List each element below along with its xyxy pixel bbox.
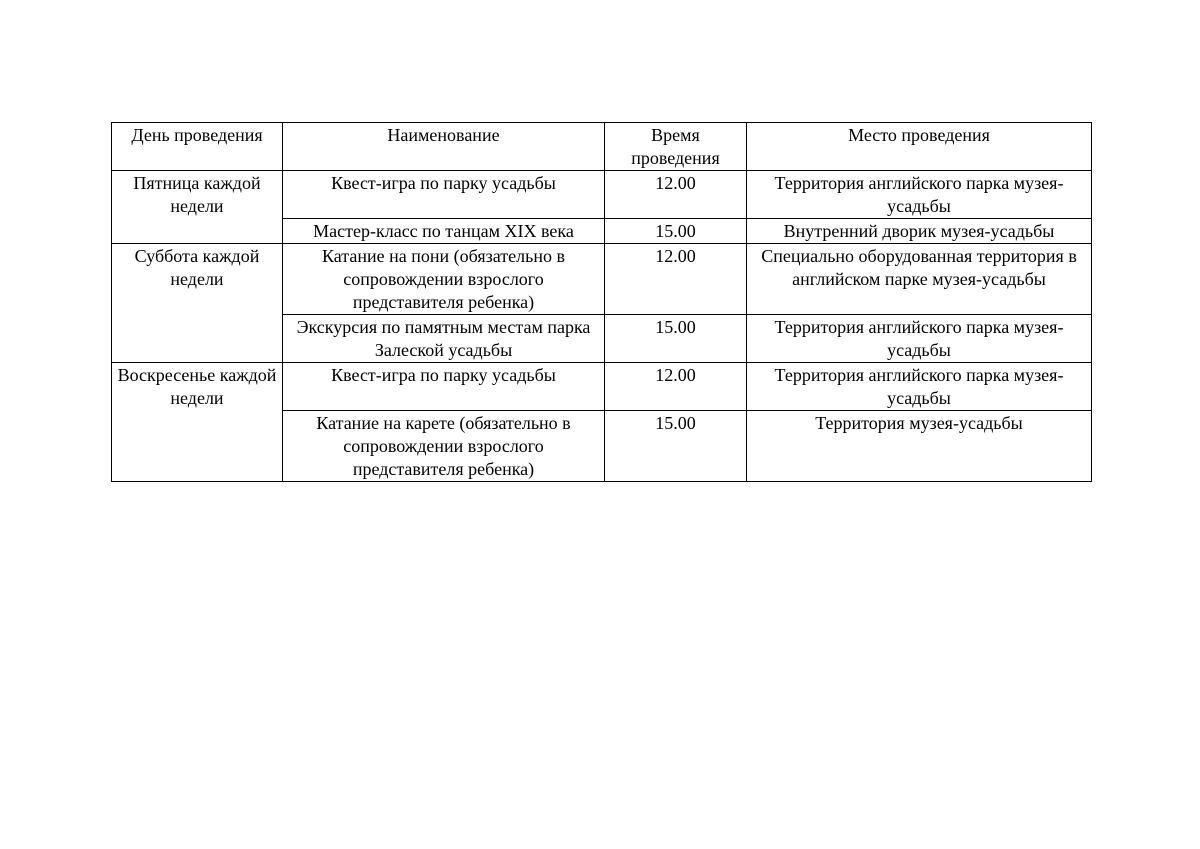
event-time-cell: 15.00	[605, 219, 747, 244]
event-place-cell: Специально оборудованная территория в английском парке музея-усадьбы	[747, 244, 1092, 315]
day-cell-friday: Пятница каждой недели	[112, 171, 283, 244]
event-name-cell: Мастер-класс по танцам XIX века	[283, 219, 605, 244]
header-row	[112, 123, 1092, 171]
header-name: Наименование	[283, 123, 605, 171]
day-cell-saturday: Суббота каждой недели	[112, 244, 283, 363]
schedule-table	[111, 122, 1092, 482]
header-time: Время проведения	[605, 123, 747, 171]
event-name-cell: Квест-игра по парку усадьбы	[283, 363, 605, 411]
event-name-cell: Квест-игра по парку усадьбы	[283, 171, 605, 219]
event-name-cell: Экскурсия по памятным местам парка Залеской усадьбы	[283, 315, 605, 363]
event-time-cell: 12.00	[605, 363, 747, 411]
event-place-cell: Территория английского парка музея-усадьбы	[747, 363, 1092, 411]
event-name-cell: Катание на пони (обязательно в сопровождении взрослого представителя ребенка)	[283, 244, 605, 315]
event-place-cell: Территория музея-усадьбы	[747, 411, 1092, 482]
event-time-cell: 12.00	[605, 171, 747, 219]
event-time-cell: 15.00	[605, 315, 747, 363]
day-cell-sunday: Воскресенье каждой недели	[112, 363, 283, 482]
header-day: День проведения	[112, 123, 283, 171]
header-place: Место проведения	[747, 123, 1092, 171]
event-name-cell: Катание на карете (обязательно в сопровождении взрослого представителя ребенка)	[283, 411, 605, 482]
event-place-cell: Территория английского парка музея-усадьбы	[747, 315, 1092, 363]
event-place-cell: Внутренний дворик музея-усадьбы	[747, 219, 1092, 244]
event-time-cell: 15.00	[605, 411, 747, 482]
table-row	[112, 171, 1092, 219]
table-row	[112, 363, 1092, 411]
table-row	[112, 244, 1092, 315]
event-time-cell: 12.00	[605, 244, 747, 315]
event-place-cell: Территория английского парка музея-усадьбы	[747, 171, 1092, 219]
